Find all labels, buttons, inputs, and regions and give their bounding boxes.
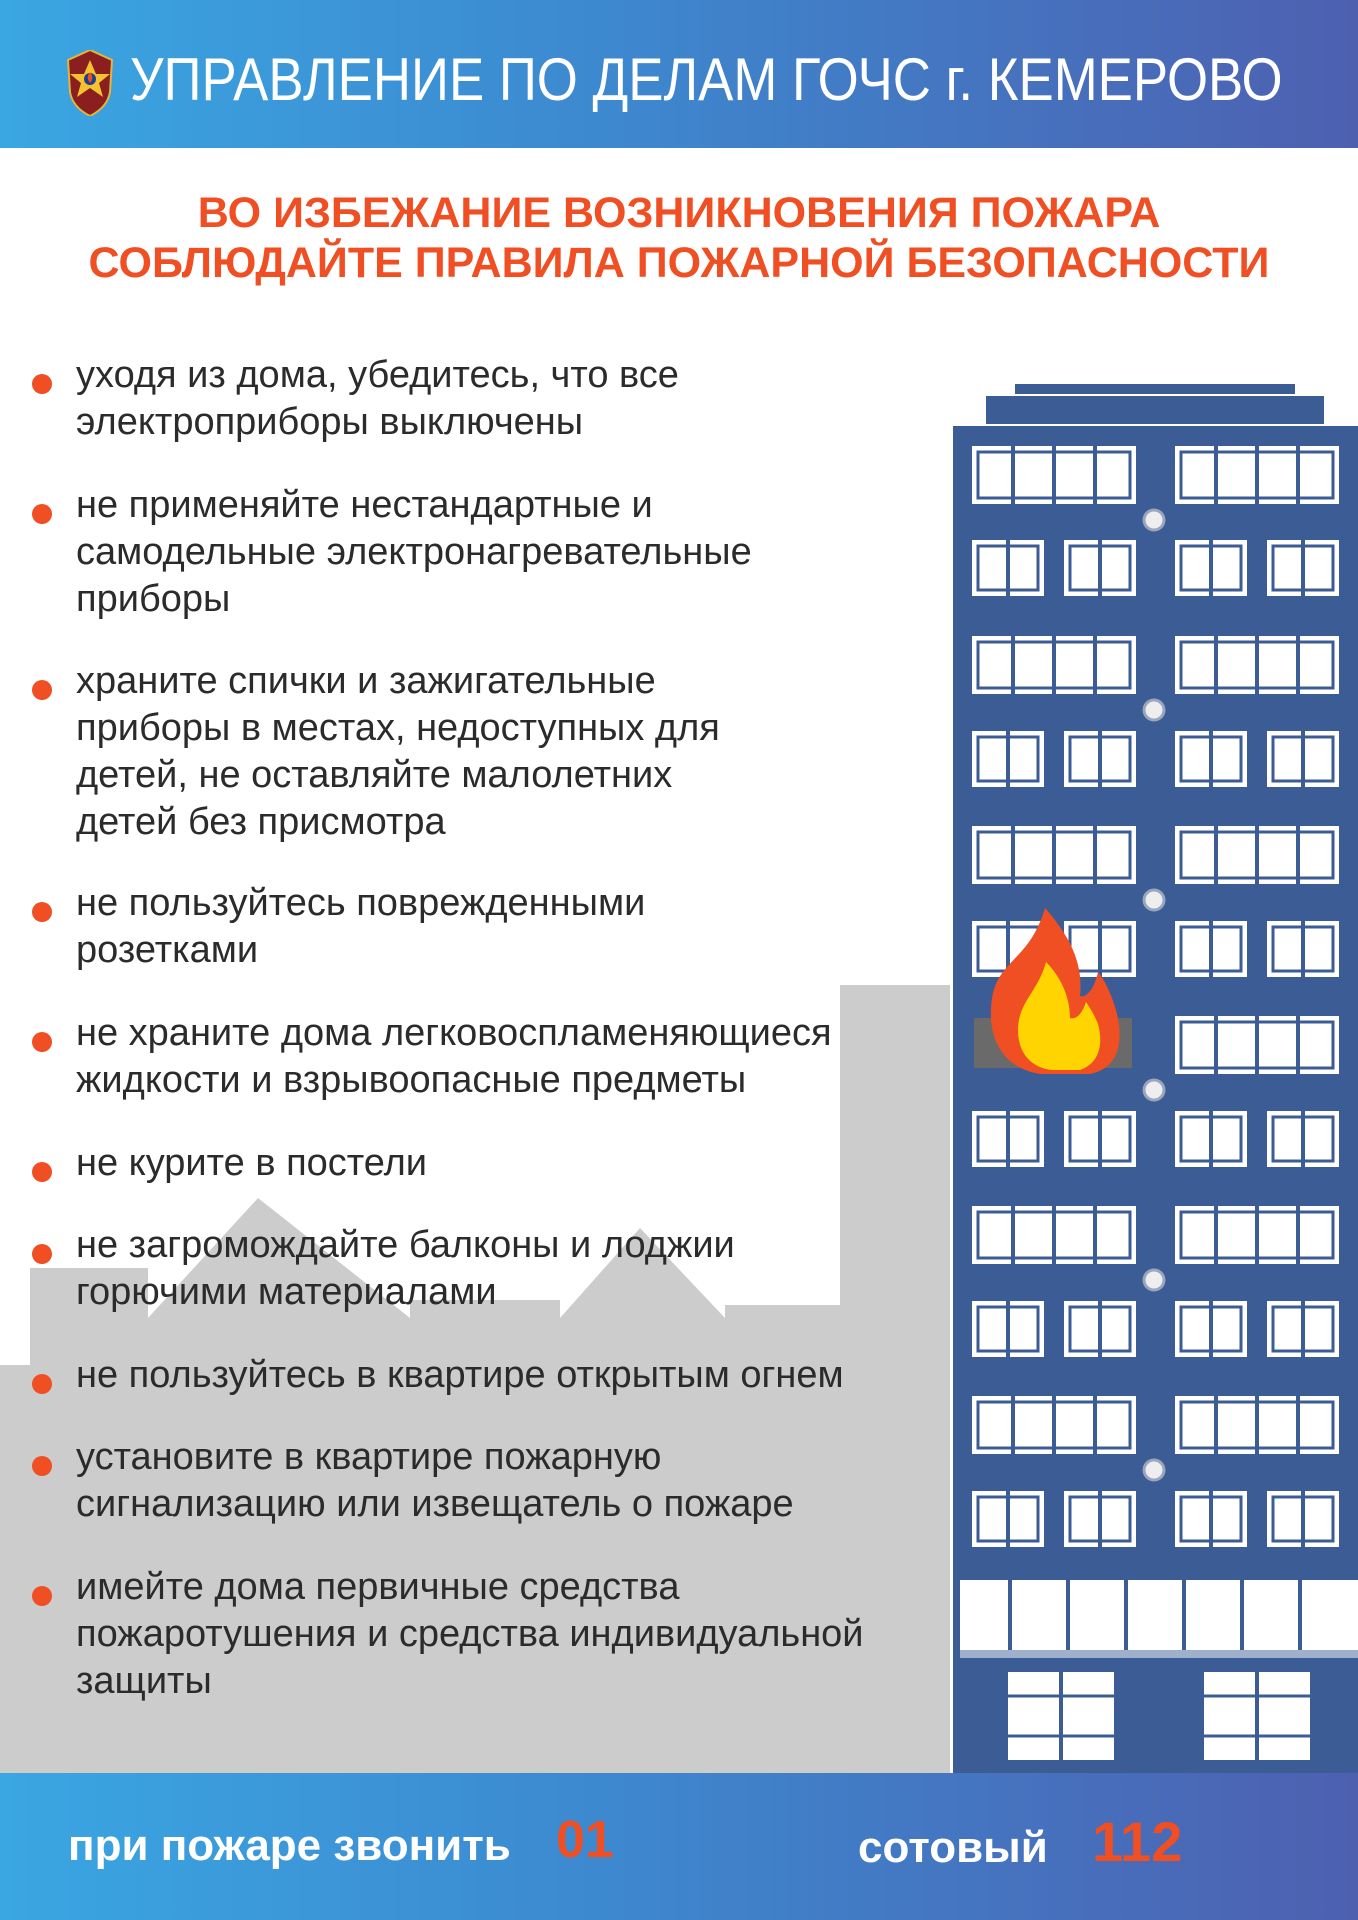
bullet-icon <box>32 1586 52 1606</box>
rule-item <box>28 880 645 974</box>
rule-item <box>28 1434 794 1528</box>
rule-text-line: установите в квартире пожарную <box>76 1436 662 1478</box>
rule-text-line: самодельные электронагревательные <box>76 531 752 573</box>
rule-text-line: приборы <box>76 578 231 620</box>
header-title: УПРАВЛЕНИЕ ПО ДЕЛАМ ГОЧС г. КЕМЕРОВО <box>130 46 1283 113</box>
bullet-icon <box>32 1456 52 1476</box>
entrance-door-right <box>1204 1672 1310 1760</box>
mobile-phone-number: 112 <box>1092 1810 1183 1873</box>
bullet-icon <box>32 1244 52 1264</box>
light-icon <box>1144 890 1164 910</box>
fire-phone-number: 01 <box>556 1811 614 1869</box>
rule-text-line: детей без присмотра <box>76 801 446 843</box>
headline-line-1: ВО ИЗБЕЖАНИЕ ВОЗНИКНОВЕНИЯ ПОЖАРА <box>197 189 1161 237</box>
light-icon <box>1144 700 1164 720</box>
rule-text-line: защиты <box>76 1660 212 1702</box>
rule-text-line: храните спички и зажигательные <box>76 660 656 702</box>
rule-item <box>28 1140 427 1187</box>
rule-text-line: не пользуйтесь поврежденными <box>76 882 646 924</box>
rule-item <box>28 1564 864 1705</box>
rule-item <box>28 1010 832 1104</box>
rule-item <box>28 1222 735 1316</box>
bullet-icon <box>32 1374 52 1394</box>
mchs-emblem-icon <box>66 50 114 116</box>
rule-text-line: жидкости и взрывоопасные предметы <box>76 1059 747 1101</box>
bullet-icon <box>32 504 52 524</box>
rule-text-line: не применяйте нестандартные и <box>76 484 653 526</box>
rule-item <box>28 482 752 623</box>
headline-line-2: СОБЛЮДАЙТЕ ПРАВИЛА ПОЖАРНОЙ БЕЗОПАСНОСТИ <box>88 239 1270 287</box>
rule-item <box>28 658 720 846</box>
light-icon <box>1144 1270 1164 1290</box>
rule-text-line: горючими материалами <box>76 1271 497 1313</box>
rule-text-line: не пользуйтесь в квартире открытым огнем <box>76 1354 844 1396</box>
rule-text-line: пожаротушения и средства индивидуальной <box>76 1613 864 1655</box>
light-icon <box>1144 1460 1164 1480</box>
apartment-building <box>953 384 1358 1773</box>
rule-text-line: не храните дома легковоспламеняющиеся <box>76 1012 832 1054</box>
bullet-icon <box>32 680 52 700</box>
rule-text-line: имейте дома первичные средства <box>76 1566 680 1608</box>
rule-text-line: не загромождайте балконы и лоджии <box>76 1224 735 1266</box>
rule-text-line: сигнализацию или извещатель о пожаре <box>76 1483 794 1525</box>
bullet-icon <box>32 1162 52 1182</box>
mobile-call-label: сотовый <box>858 1823 1048 1872</box>
rule-text-line: электроприборы выключены <box>76 401 584 443</box>
entrance-door-left <box>1008 1672 1114 1760</box>
fire-call-label: при пожаре звонить <box>68 1821 511 1870</box>
page-headline <box>0 188 1358 288</box>
light-icon <box>1144 510 1164 530</box>
bullet-icon <box>32 374 52 394</box>
rule-text-line: приборы в местах, недоступных для <box>76 707 720 749</box>
rule-text-line: не курите в постели <box>76 1142 428 1184</box>
light-icon <box>1144 1080 1164 1100</box>
header-bar <box>0 0 1358 148</box>
rule-text-line: розетками <box>76 929 259 971</box>
rule-text-line: детей, не оставляйте малолетних <box>76 754 673 796</box>
bullet-icon <box>32 1032 52 1052</box>
rule-item <box>28 352 679 446</box>
rule-text-line: уходя из дома, убедитесь, что все <box>76 354 679 396</box>
bullet-icon <box>32 902 52 922</box>
rule-item <box>28 1352 844 1399</box>
